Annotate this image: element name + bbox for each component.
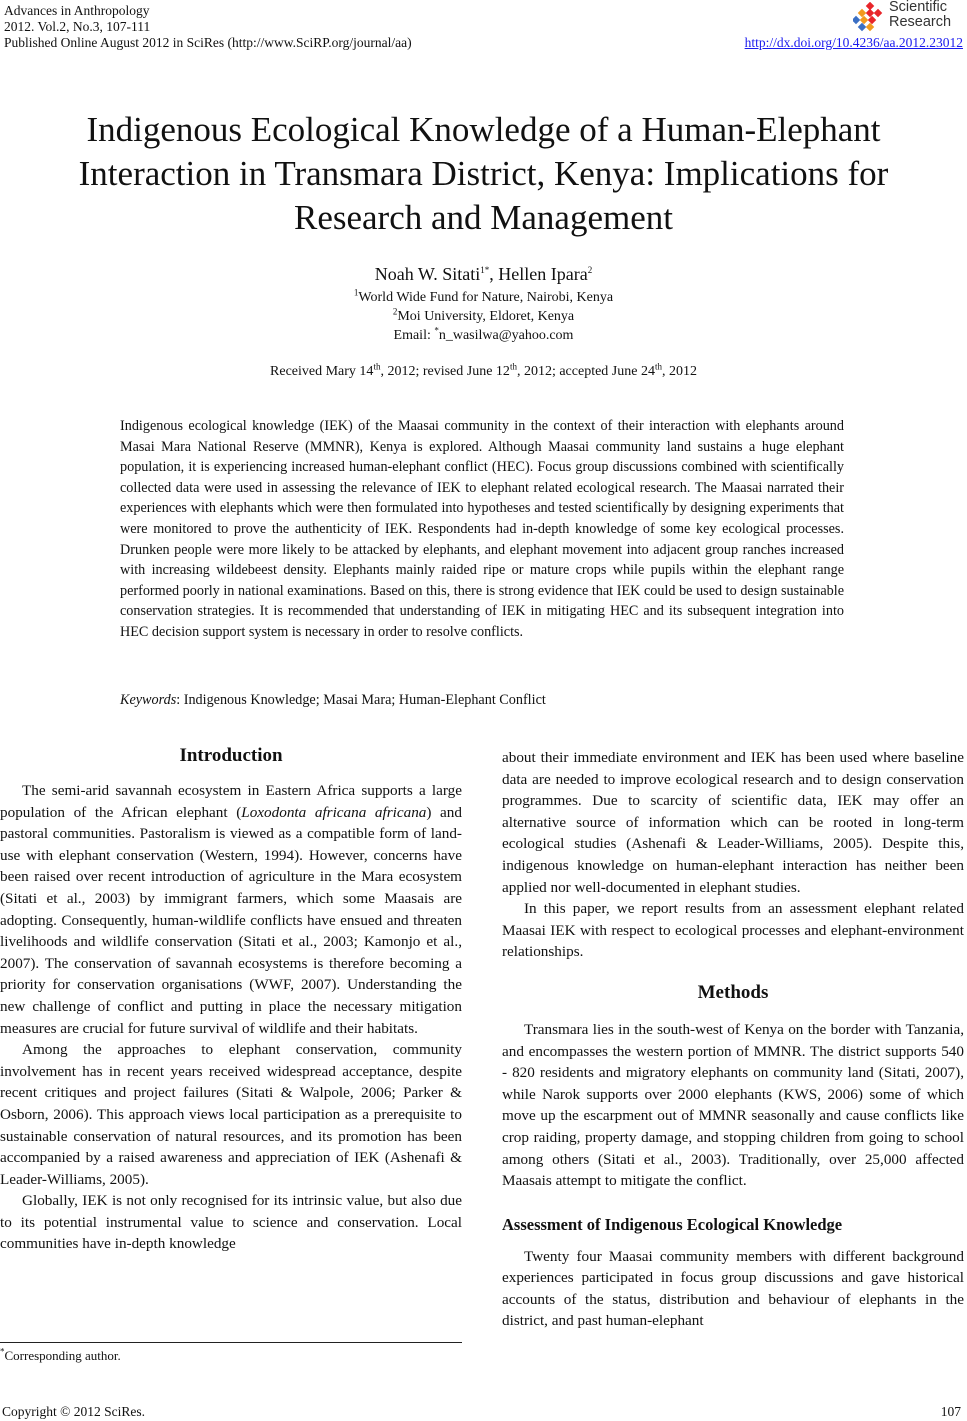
paragraph: Among the approaches to elephant conservation, community involvement has in recent years received widespread acceptance, despite recent critiques and project failures (Sitati & Walpole, 2006; Parker & Osborn, 2006). This approach views local participation as a prerequisite to sustainable conservation of natural resources, and its promotion has been accompanied by a raised awareness and appreciation of IEK (Ashenafi & Leader-Williams, 2005). [0,1041,462,1188]
paragraph: about their immediate environment and IEK has been used where baseline data are needed to improve ecological research and to design conservation programmes. Due to scarcity of scientific data, IEK may offer an alternative source of information which can be rooted in long-term ecological studies (Ashenafi & Leader-Williams, 2005). Despite this, indigenous knowledge on human-elephant interaction has neither been applied nor well-documented in elephant studies. [502,749,964,896]
affiliation-2: $^2$Moi University, Eldoret, Kenya [392,306,575,324]
published-info: Published Online August 2012 in SciRes (http://www.SciRP.org/journal/aa) [4,35,412,50]
footnote: *Corresponding author. [0,1346,121,1363]
section-heading-introduction: Introduction [179,745,283,766]
affiliation-1: $^1$World Wide Fund for Nature, Nairobi, Kenya [353,287,614,305]
keywords: Keywords: Indigenous Knowledge; Masai Mara; Human-Elephant Conflict [120,692,546,708]
journal-name: Advances in Anthropology [4,3,150,18]
paragraph: In this paper, we report results from an assessment elephant related Maasai IEK with respect to ecological processes and elephant-environment relationships. [502,900,964,961]
section-heading-methods: Methods [697,981,769,1003]
footnote-divider [0,1342,462,1343]
scientific-research-logo [853,0,963,34]
paragraph: The semi-arid savannah ecosystem in Eastern Africa supports a large population of the African elephant (Loxodonta africana africana) and pastoral communities. Pastoralism is viewed as a compatible form of land-use with elephant conservation (Western, 1994). However, concerns have been raised over recent introduction of agriculture in the Mara ecosystem (Sitati et al., 2003) by immigrant farmers, which some Maasais are adopting. Consequently, human-wildlife conflicts have ensued and threaten livelihoods and wildlife conservation (Sitati et al., 2003; Kamonjo et al., 2007). The conservation of savannah ecosystems is therefore becoming a priority for conservation organisations (WWF, 2007). Understanding the new challenge of conflict and putting in place the necessary mitigation measures are crucial for future survival of wildlife and their habitats. [0,782,462,1037]
volume-info: 2012. Vol.2, No.3, 107-111 [4,19,151,34]
page-number: 107 [940,1404,961,1419]
logo-diamonds-icon [853,2,887,32]
copyright-notice: Copyright © 2012 SciRes. [2,1404,146,1419]
paragraph: Transmara lies in the south-west of Kenya on the border with Tanzania, and encompasses the western portion of MMNR. The district supports 540 - 820 residents and migratory elephants on community land (Sitati, 2007), while Narok supports over 2000 elephants (KWS, 2006) some of which move up the escarpment out of MMNR seasonally and cause conflicts like crop raiding, property damage, and stopping children from going to school among others (Sitati et al., 2003). Traditionally, over 25,000 affected Maasais attempt to mitigate the conflict. [502,1020,964,1190]
abstract: Indigenous ecological knowledge (IEK) of the Maasai community in the context of their interaction with elephants around Masai Mara National Reserve (MMNR), Kenya is explored. Although Maasai community land sustains a huge elephant population, it is experiencing increased human-elephant conflict (HEC). Focus group discussions combined with scientifically collected data were used in assessing the relevance of IEK to elephant related ecological research. The Maasai narrated their experiences with elephants which were then formulated into hypotheses and tested scientifically by designing experiments that were monitored to prove the authenticity of IEK. Respondents had in-depth knowledge of some key ecological processes. Drunken people were more likely to be attacked by elephants, and elephant movement into adjacent group ranches increased with increasing wildebeest density. Elephants mainly raided ripe or mature crops while pupils within the elephant range performed poorly in national examinations. Based on this, there is strong evidence that IEK could be used to design sustainable conservation strategies. It is recommended that understanding of IEK in mitigating HEC and its subsequent integration into HEC decision support system is necessary in order to resolve conflicts. [120,418,844,640]
right-column [502,747,964,1332]
left-column [0,744,462,1255]
doi-link[interactable]: http://dx.doi.org/10.4236/aa.2012.23012 [744,35,963,50]
author-email: Email: *n_wasilwa@yahoo.com [393,325,574,343]
paragraph: Globally, IEK is not only recognised for its intrinsic value, but also due to its potential instrumental value to science and conservation. Local communities have in-depth knowledge [0,1192,462,1253]
paragraph: Twenty four Maasai community members with different background experiences participated in focus group discussions and gave historical accounts of the status, distribution and behaviour of elephants in the district, and past human-elephant [502,1247,964,1330]
logo-text: Scientific Research [889,0,952,30]
paper-title: Indigenous Ecological Knowledge of a Human-Elephant Interaction in Transmara District, Kenya: Implications for Research and Management [78,110,889,237]
author-list: Noah W. Sitati$^{1*}$, Hellen Ipara$^2$ [374,264,593,284]
journal-header [4,3,412,51]
submission-dates: Received Mary 14th, 2012; revised June 12th, 2012; accepted June 24th, 2012 [270,361,697,379]
subsection-heading: Assessment of Indigenous Ecological Knowledge [502,1214,843,1234]
